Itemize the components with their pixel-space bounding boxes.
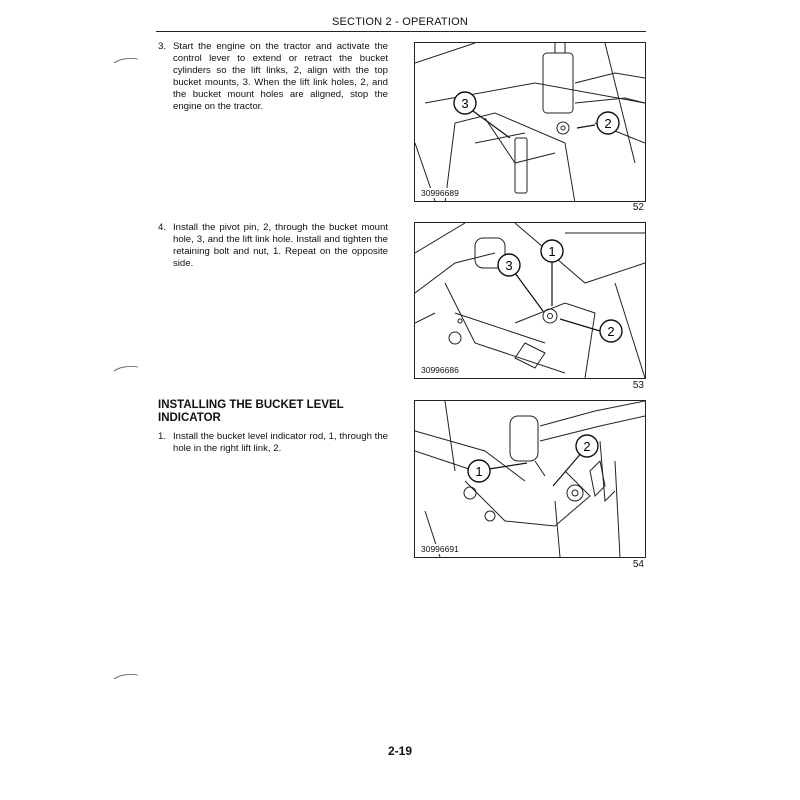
step-4 xyxy=(158,222,388,270)
figure-number: 53 xyxy=(632,380,644,391)
figure-illustration xyxy=(415,223,645,378)
svg-text:1: 1 xyxy=(548,244,556,259)
figure-number: 52 xyxy=(632,202,644,213)
callout-2 xyxy=(576,435,598,457)
svg-text:3: 3 xyxy=(505,258,513,273)
callout-1 xyxy=(468,460,490,482)
callout-3 xyxy=(498,254,520,276)
header-rule xyxy=(156,31,646,32)
callout-2 xyxy=(600,320,622,342)
callout-3 xyxy=(454,92,476,114)
section-title: SECTION 2 - OPERATION xyxy=(331,16,468,28)
margin-mark xyxy=(112,56,140,64)
figure-code: 30996691 xyxy=(421,544,459,554)
figure-illustration xyxy=(415,401,645,557)
step-3 xyxy=(158,41,388,113)
callout-1 xyxy=(541,240,563,262)
section-heading: INSTALLING THE BUCKET LEVEL INDICATOR xyxy=(158,399,344,424)
margin-mark xyxy=(112,364,140,372)
margin-mark xyxy=(112,672,140,680)
figure-52 xyxy=(414,42,646,202)
figure-code: 30996689 xyxy=(421,188,459,198)
page-number: 2-19 xyxy=(387,744,413,758)
figure-53 xyxy=(414,222,646,379)
step-text: Start the engine on the tractor and activate the control lever to extend or retract the bucket cylinders so the lift links, 2, align with the top bucket mounts, 3. When the lift link holes, 2, and the bucket mount holes are aligned, stop the engine on the tractor. xyxy=(173,41,388,112)
callout-2 xyxy=(597,112,619,134)
svg-text:1: 1 xyxy=(475,464,483,479)
svg-text:2: 2 xyxy=(604,116,612,131)
svg-text:2: 2 xyxy=(583,439,591,454)
step-text: Install the pivot pin, 2, through the bucket mount hole, 3, and the lift link hole. Install and tighten the retaining bolt and nut, 1. Repeat on the opposite side. xyxy=(173,222,388,269)
figure-illustration xyxy=(415,43,645,201)
step-number: 3. xyxy=(158,41,167,52)
step-number: 1. xyxy=(158,431,167,442)
step-1 xyxy=(158,431,388,455)
svg-text:3: 3 xyxy=(461,96,469,111)
step-text: Install the bucket level indicator rod, 1, through the hole in the right lift link, 2. xyxy=(173,431,388,454)
figure-number: 54 xyxy=(632,559,644,570)
figure-code: 30996686 xyxy=(421,365,459,375)
svg-text:2: 2 xyxy=(607,324,615,339)
step-number: 4. xyxy=(158,222,167,233)
figure-54 xyxy=(414,400,646,558)
